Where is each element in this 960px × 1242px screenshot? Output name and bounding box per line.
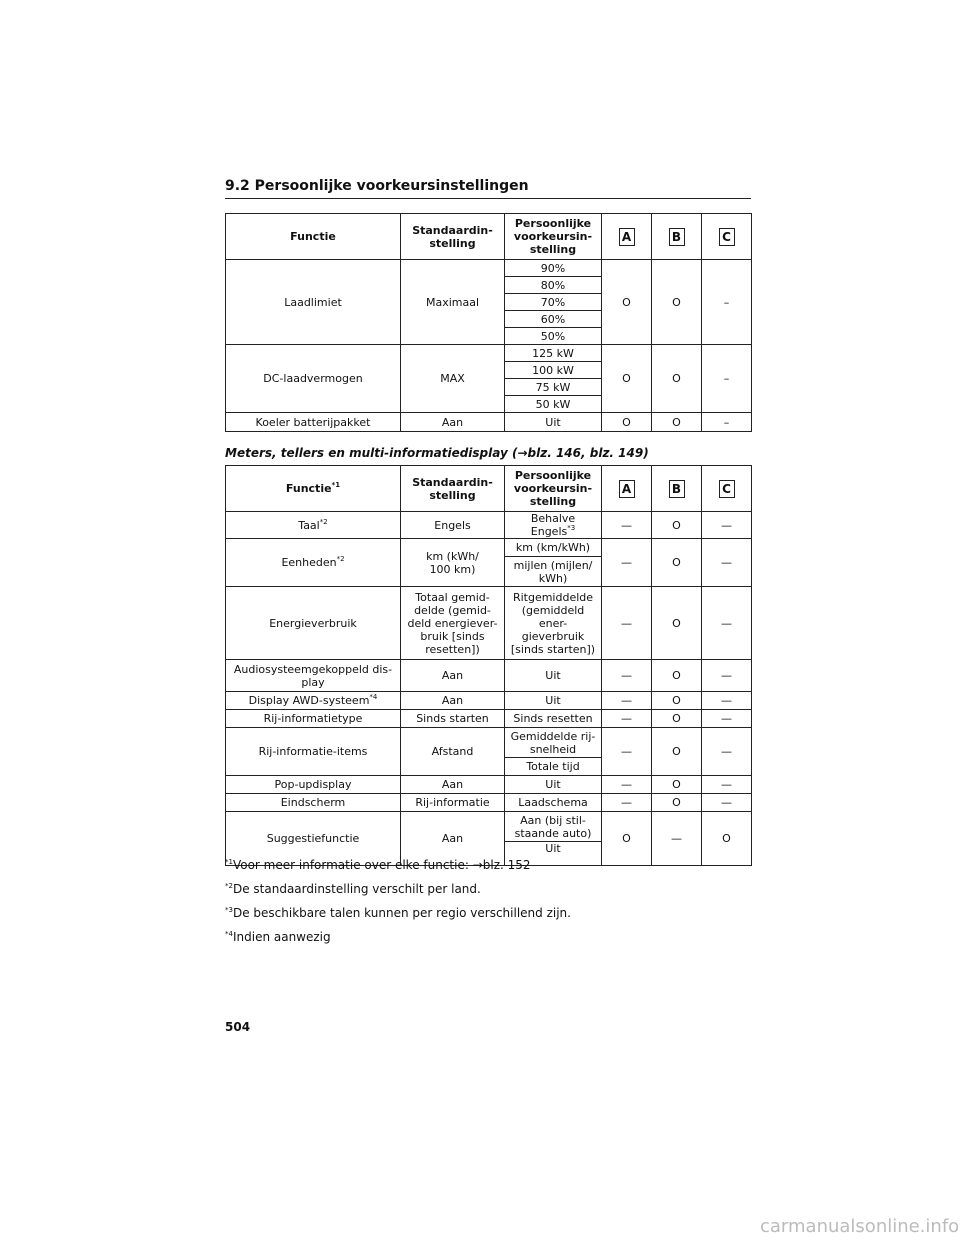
option-label: Behalve Engels	[530, 512, 576, 538]
badge-c-icon: C	[719, 480, 735, 498]
table-row	[226, 794, 752, 812]
footnote-mark: *4	[225, 930, 233, 938]
cell-a: —	[602, 692, 652, 710]
table-row	[226, 660, 752, 692]
cell-option: Aan (bij stil- staande auto)	[505, 812, 602, 842]
cell-a: O	[602, 345, 652, 413]
cell-option: Totale tijd	[505, 758, 602, 776]
header-a	[602, 214, 652, 260]
cell-a: O	[602, 812, 652, 866]
header-label: Functie	[290, 230, 336, 243]
cell-c: –	[702, 413, 752, 432]
cell-b: —	[652, 812, 702, 866]
footnote-mark: *3	[567, 524, 576, 532]
cell-a: —	[602, 539, 652, 587]
cell-b: O	[652, 728, 702, 776]
cell-standaard: Afstand	[401, 728, 505, 776]
header-b	[652, 214, 702, 260]
badge-a-icon: A	[619, 480, 635, 498]
cell-standaard: Aan	[401, 692, 505, 710]
cell-functie: Laadlimiet	[226, 260, 401, 345]
cell-standaard: Maximaal	[401, 260, 505, 345]
header-standaard: Standaardin- stelling	[401, 466, 505, 512]
table-row	[226, 587, 752, 660]
cell-functie	[226, 692, 401, 710]
meters-settings-table	[225, 465, 752, 866]
cell-b: O	[652, 776, 702, 794]
cell-b: O	[652, 710, 702, 728]
cell-option: Sinds resetten	[505, 710, 602, 728]
table-row	[226, 413, 752, 432]
footnotes	[225, 857, 755, 953]
footnote-item	[225, 905, 755, 929]
charging-settings-table	[225, 213, 752, 432]
header-functie	[226, 466, 401, 512]
section-title: 9.2 Persoonlijke voorkeursinstellingen	[225, 178, 751, 199]
cell-b: O	[652, 794, 702, 812]
cell-option: Uit	[505, 842, 602, 866]
table-row	[226, 260, 752, 277]
footnote-mark: *2	[319, 517, 328, 526]
cell-functie: DC-laadvermogen	[226, 345, 401, 413]
table-row	[226, 812, 752, 842]
cell-option: Laadschema	[505, 794, 602, 812]
cell-c: O	[702, 812, 752, 866]
table-header-row	[226, 466, 752, 512]
cell-option: Uit	[505, 413, 602, 432]
table-row	[226, 776, 752, 794]
footnote-item	[225, 929, 755, 953]
cell-option	[505, 512, 602, 539]
cell-option: 70%	[505, 294, 602, 311]
cell-c: —	[702, 539, 752, 587]
cell-option: 50%	[505, 328, 602, 345]
header-persoonlijk: Persoonlijke voorkeursin- stelling	[505, 214, 602, 260]
cell-standaard: km (kWh/ 100 km)	[401, 539, 505, 587]
header-c	[702, 466, 752, 512]
cell-standaard: Sinds starten	[401, 710, 505, 728]
cell-c: —	[702, 728, 752, 776]
footnote-text: De standaardinstelling verschilt per land.	[232, 882, 481, 896]
cell-option: Gemiddelde rij- snelheid	[505, 728, 602, 758]
footnote-mark: *3	[225, 906, 233, 914]
cell-option: mijlen (mijlen/ kWh)	[505, 557, 602, 587]
cell-a: —	[602, 512, 652, 539]
badge-a-icon: A	[619, 228, 635, 246]
cell-a: O	[602, 260, 652, 345]
functie-label: Eenheden	[281, 556, 337, 569]
cell-c: —	[702, 660, 752, 692]
cell-a: —	[602, 587, 652, 660]
cell-b: O	[652, 692, 702, 710]
cell-a: —	[602, 710, 652, 728]
cell-c: —	[702, 794, 752, 812]
cell-functie: Koeler batterijpakket	[226, 413, 401, 432]
functie-label: Display AWD-systeem	[248, 694, 370, 707]
table-row	[226, 728, 752, 758]
cell-standaard: Aan	[401, 776, 505, 794]
cell-option: Uit	[505, 660, 602, 692]
header-label: Functie	[285, 482, 332, 495]
header-standaard: Standaardin- stelling	[401, 214, 505, 260]
cell-a: —	[602, 728, 652, 776]
cell-c: —	[702, 587, 752, 660]
cell-option: Uit	[505, 692, 602, 710]
footnote-text: Indien aanwezig	[232, 930, 331, 944]
cell-b: O	[652, 260, 702, 345]
cell-functie	[226, 512, 401, 539]
cell-standaard: Engels	[401, 512, 505, 539]
meters-subheading: Meters, tellers en multi-informatiedisplay (→blz. 146, blz. 149)	[225, 446, 649, 460]
cell-standaard: Aan	[401, 812, 505, 866]
cell-functie	[226, 539, 401, 587]
cell-b: O	[652, 660, 702, 692]
badge-b-icon: B	[669, 228, 685, 246]
cell-b: O	[652, 587, 702, 660]
cell-a: —	[602, 776, 652, 794]
page-number: 504	[225, 1020, 251, 1034]
table-row	[226, 512, 752, 539]
cell-functie: Audiosysteemgekoppeld dis- play	[226, 660, 401, 692]
cell-a: O	[602, 413, 652, 432]
footnote-mark: *1	[225, 858, 233, 866]
cell-b: O	[652, 345, 702, 413]
footnote-mark: *4	[369, 693, 378, 701]
cell-option: Ritgemiddelde (gemiddeld ener- gieverbruik [sinds starten])	[505, 587, 602, 660]
cell-b: O	[652, 539, 702, 587]
cell-functie: Rij-informatie-items	[226, 728, 401, 776]
header-a	[602, 466, 652, 512]
cell-c: —	[702, 512, 752, 539]
cell-standaard: Aan	[401, 660, 505, 692]
cell-standaard: Totaal gemid- delde (gemid- deld energiever- bruik [sinds resetten])	[401, 587, 505, 660]
cell-option: 100 kW	[505, 362, 602, 379]
footnote-text: De beschikbare talen kunnen per regio verschillend zijn.	[232, 906, 571, 920]
cell-functie: Suggestiefunctie	[226, 812, 401, 866]
cell-option: 125 kW	[505, 345, 602, 362]
cell-functie: Energieverbruik	[226, 587, 401, 660]
table-row	[226, 539, 752, 557]
cell-option: 60%	[505, 311, 602, 328]
cell-a: —	[602, 660, 652, 692]
footnote-mark: *2	[336, 555, 345, 563]
cell-c: —	[702, 776, 752, 794]
cell-b: O	[652, 512, 702, 539]
badge-b-icon: B	[669, 480, 685, 498]
header-c	[702, 214, 752, 260]
header-persoonlijk: Persoonlijke voorkeursin- stelling	[505, 466, 602, 512]
table-row	[226, 692, 752, 710]
cell-standaard: Aan	[401, 413, 505, 432]
cell-functie: Eindscherm	[226, 794, 401, 812]
cell-functie: Rij-informatietype	[226, 710, 401, 728]
table-header-row	[226, 214, 752, 260]
header-b	[652, 466, 702, 512]
footnote-item	[225, 881, 755, 905]
badge-c-icon: C	[719, 228, 735, 246]
footnote-mark: *1	[331, 481, 341, 489]
cell-c: –	[702, 345, 752, 413]
cell-standaard: Rij-informatie	[401, 794, 505, 812]
cell-functie: Pop-updisplay	[226, 776, 401, 794]
header-functie	[226, 214, 401, 260]
cell-c: –	[702, 260, 752, 345]
table-row	[226, 345, 752, 362]
cell-c: —	[702, 710, 752, 728]
cell-option: km (km/kWh)	[505, 539, 602, 557]
footnote-item	[225, 857, 755, 881]
cell-c: —	[702, 692, 752, 710]
functie-label: Taal	[298, 518, 320, 532]
footnote-text: Voor meer informatie over elke functie: →blz. 152	[232, 858, 531, 872]
cell-option: 80%	[505, 277, 602, 294]
table-row	[226, 710, 752, 728]
cell-option: Uit	[505, 776, 602, 794]
cell-option: 50 kW	[505, 396, 602, 413]
cell-b: O	[652, 413, 702, 432]
watermark[interactable]: carmanualsonline.info	[760, 1216, 960, 1237]
footnote-mark: *2	[225, 882, 233, 890]
cell-option: 75 kW	[505, 379, 602, 396]
cell-option: 90%	[505, 260, 602, 277]
cell-standaard: MAX	[401, 345, 505, 413]
cell-a: —	[602, 794, 652, 812]
